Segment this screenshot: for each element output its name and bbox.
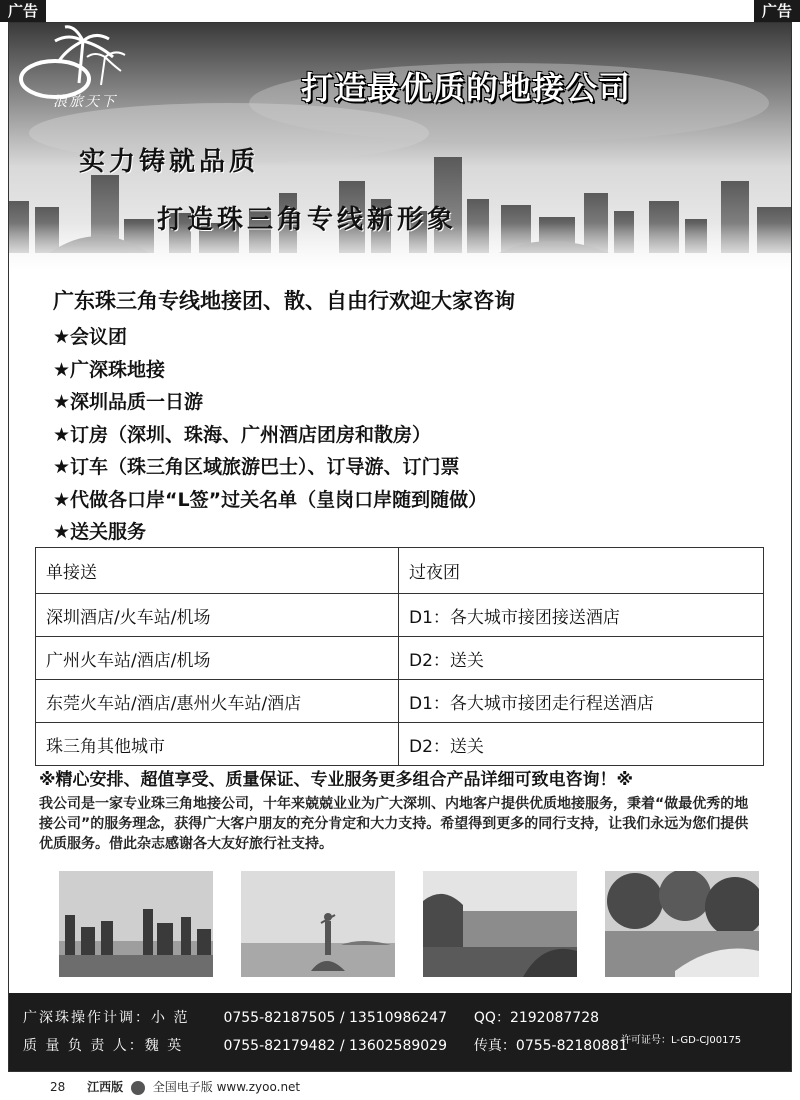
edition-logo-icon: [131, 1081, 145, 1095]
service-item: ★订房（深圳、珠海、广州酒店团房和散房）: [53, 423, 432, 446]
operator-label: 广深珠操作计调：小 范: [23, 1010, 190, 1026]
city-photo: [59, 871, 213, 977]
coast-photo: [423, 871, 577, 977]
overnight-cell: D1：各大城市接团走行程送酒店: [399, 680, 764, 723]
edition-label: 江西版: [87, 1080, 124, 1094]
advertisement-frame: [8, 22, 792, 1072]
service-item: ★订车（珠三角区域旅游巴士）、订导游、订门票: [53, 456, 460, 478]
header-overnight: 过夜团: [399, 548, 764, 594]
service-note: ※精心安排、超值享受、质量保证、专业服务更多组合产品详细可致电咨询！※: [39, 770, 634, 790]
ad-label-left: 广告: [0, 0, 46, 22]
fax-number: 传真：0755-82180881: [473, 1038, 628, 1054]
logo-text: 浪旅天下: [53, 94, 117, 110]
table-row: [36, 637, 764, 680]
header-pickup: 单接送: [36, 548, 399, 594]
quality-label: 质 量 负 责 人：魏 英: [23, 1038, 184, 1054]
quality-phone: 0755-82179482 / 13602589029: [223, 1038, 447, 1054]
table-header-row: [36, 548, 764, 594]
services-section: [53, 285, 515, 549]
pickup-cell: 深圳酒店/火车站/机场: [36, 594, 399, 637]
pickup-cell: 珠三角其他城市: [36, 723, 399, 766]
service-item: ★深圳品质一日游: [53, 391, 204, 413]
contact-row-operator: [23, 1007, 599, 1027]
table-row: [36, 723, 764, 766]
site-link: 全国电子版 www.zyoo.net: [152, 1080, 301, 1094]
overnight-cell: D1：各大城市接团接送酒店: [399, 594, 764, 637]
contact-row-quality: [23, 1035, 628, 1055]
overnight-cell: D2：送关: [399, 637, 764, 680]
contact-footer: [9, 993, 791, 1071]
statue-photo: [241, 871, 395, 977]
ad-label-right: 广告: [754, 0, 800, 22]
table-row: [36, 594, 764, 637]
services-heading: 广东珠三角专线地接团、散、自由行欢迎大家咨询: [53, 289, 515, 313]
hero-title: 打造最优质的地接公司: [301, 69, 632, 107]
slogan-new-image: 打造珠三角专线新形象: [157, 205, 458, 235]
pickup-cell: 东莞火车站/酒店/惠州火车站/酒店: [36, 680, 399, 723]
service-item: ★广深珠地接: [53, 358, 166, 381]
service-item: ★代做各口岸“L签”过关名单（皇岗口岸随到随做）: [53, 488, 488, 511]
pickup-cell: 广州火车站/酒店/机场: [36, 637, 399, 680]
company-intro: 我公司是一家专业珠三角地接公司，十年来兢兢业业为广大深圳、内地客户提供优质地接服务，秉着“做最优秀的地接公司”的服务理念，获得广大客户朋友的充分肯定和大力支持。希望得到更多的同行支持，让我们永远为您们提供优质服务。借此杂志感谢各大友好旅行社支持。: [39, 796, 749, 852]
photo-strip: [59, 871, 759, 981]
service-item: ★会议团: [53, 326, 128, 348]
operator-qq: QQ：2192087728: [473, 1010, 600, 1026]
schedule-table: [35, 547, 764, 766]
table-row: [36, 680, 764, 723]
page-footer: [50, 1078, 300, 1095]
park-photo: [605, 871, 759, 977]
slogan-quality: 实力铸就品质: [79, 147, 260, 177]
hero-banner: [9, 23, 791, 271]
overnight-cell: D2：送关: [399, 723, 764, 766]
page-number: 28: [50, 1080, 66, 1094]
service-item: ★送关服务: [53, 521, 147, 543]
license-number: 许可证号：L-GD-CJ00175: [621, 1035, 742, 1046]
operator-phone: 0755-82187505 / 13510986247: [223, 1010, 447, 1026]
